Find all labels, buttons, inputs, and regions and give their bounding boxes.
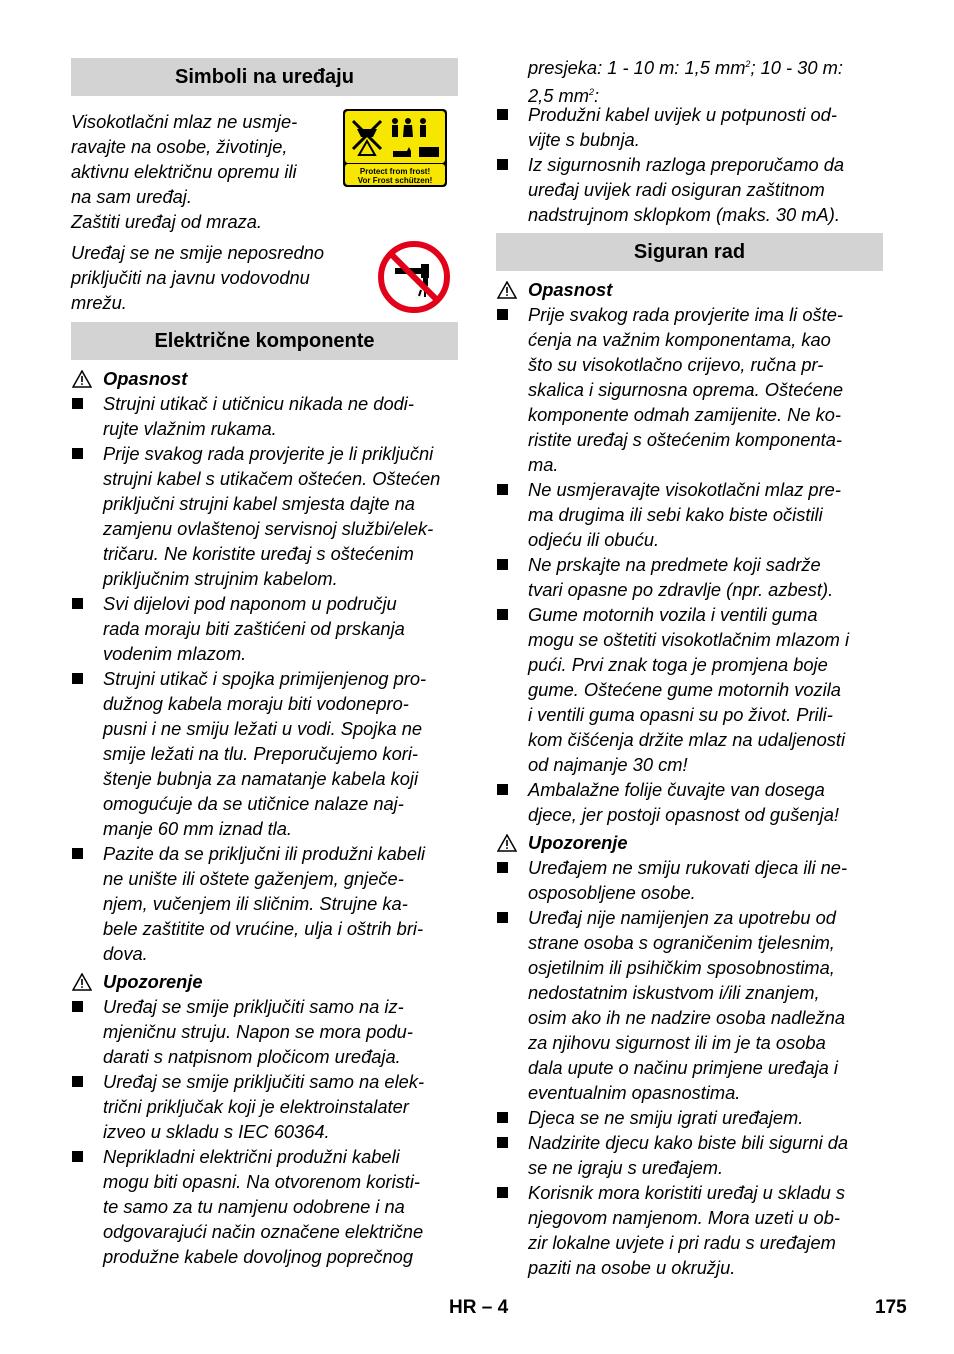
- bullet-square-icon: [72, 848, 83, 859]
- continued-text: presjeka: 1 - 10 m: 1,5 $mm^2$; 10 - 30 m: 2,5 $mm^2$:: [528, 57, 843, 107]
- list-item: Iz sigurnosnih razloga preporučamo da uređaj uvijek radi osiguran zaštitnom nadstrujnom sklopkom (maks. 30 mA).: [496, 152, 883, 227]
- bullet-square-icon: [72, 673, 83, 684]
- bullet-square-icon: [72, 1151, 83, 1162]
- section-heading-safe-work: Siguran rad: [496, 233, 883, 271]
- list-item: Prije svakog rada provjerite je li priključni strujni kabel s utikačem oštećen. Oštećen priključni strujni kabel smjesta dajte na zamjenu ovlaštenoj servisnoj službi/elek- tričaru. Ne koristite uređaj s oštećenim priključnim strujnim kabelom.: [71, 441, 458, 591]
- section-heading-symbols: Simboli na uređaju: [71, 58, 458, 96]
- list-item: Neprikladni električni produžni kabeli mogu biti opasni. Na otvorenom koristi- te samo za tu namjenu odobrene i na odgovarajući način označene električne produžne kabele dovoljnog poprečnog: [71, 1144, 458, 1269]
- list-item: Uređaj nije namijenjen za upotrebu od strane osoba s ograničenim tjelesnim, osjetilnim ili psihičkim sposobnostima, nedostatnim iskustvom i/ili znanjem, osim ako ih ne nadzire osoba nadležna za njihovu sigurnost ili im je ta osoba dala upute o načinu primjene uređaja i eventualnim opasnostima.: [496, 905, 883, 1105]
- no-water-connection-icon: [377, 240, 451, 314]
- bullet-square-icon: [72, 1076, 83, 1087]
- list-item: Nadzirite djecu kako biste bili sigurni da se ne igraju s uređajem.: [496, 1130, 883, 1180]
- bullet-square-icon: [497, 109, 508, 120]
- bullet-square-icon: [497, 309, 508, 320]
- bullet-square-icon: [497, 609, 508, 620]
- list-item: Ambalažne folije čuvajte van dosega djece, jer postoji opasnost od gušenja!: [496, 777, 883, 827]
- bullet-square-icon: [72, 1001, 83, 1012]
- warning-danger-2: Opasnost: [496, 277, 612, 302]
- bullet-square-icon: [497, 1187, 508, 1198]
- bullet-square-icon: [497, 559, 508, 570]
- bullet-square-icon: [497, 912, 508, 923]
- list-item: Uređaj se smije priključiti samo na iz- mjeničnu struju. Napon se mora podu- darati s natpisnom pločicom uređaja.: [71, 994, 458, 1069]
- list-item: Gume motornih vozila i ventili guma mogu se oštetiti visokotlačnim mlazom i pući. Prvi znak toga je promjena boje gume. Oštećene gume motornih vozila i ventili guma opasni su po život. Prili- kom čišćenja držite mlaz na udaljenosti od najmanje 30 cm!: [496, 602, 883, 777]
- list-item: Uređajem ne smiju rukovati djeca ili ne- osposobljene osobe.: [496, 855, 883, 905]
- list-item: Svi dijelovi pod naponom u području rada moraju biti zaštićeni od prskanja vodenim mlazom.: [71, 591, 458, 666]
- label-line-2: Vor Frost schützen!: [357, 176, 433, 185]
- list-item: Korisnik mora koristiti uređaj u skladu s njegovom namjenom. Mora uzeti u ob- zir lokalne uvjete i pri radu s uređajem paziti na osobe u okružju.: [496, 1180, 883, 1280]
- bullet-square-icon: [72, 448, 83, 459]
- list-item: Prije svakog rada provjerite ima li ošte- ćenja na važnim komponentama, kao što su visokotlačno crijevo, ručna pr- skalica i sigurnosna oprema. Oštećene komponente odmah zamijenite. Ne ko- ristite uređaj s oštećenim komponenta- ma.: [496, 302, 883, 477]
- bullet-square-icon: [497, 159, 508, 170]
- list-item: Strujni utikač i spojka primijenjenog pro- dužnog kabela moraju biti vodonepro- pusni i ne smiju ležati u vodi. Spojka ne smije ležati na tlu. Preporučujemo kori- štenje bubnja za namatanje kabela koji omogućuje da se utičnice nalaze naj- manje 60 mm iznad tla.: [71, 666, 458, 841]
- page-number: 175: [875, 1297, 907, 1318]
- symbols-text-1: Visokotlačni mlaz ne usmje- ravajte na osobe, životinje, aktivnu električnu opremu ili na sam uređaj. Zaštiti uređaj od mraza.: [71, 111, 298, 232]
- bullet-square-icon: [72, 598, 83, 609]
- list-item: Djeca se ne smiju igrati uređajem.: [496, 1105, 883, 1130]
- list-item: Ne usmjeravajte visokotlačni mlaz pre- ma drugima ili sebi kako biste očistili odjeću ili obuću.: [496, 477, 883, 552]
- high-pressure-warning-label-icon: [343, 109, 447, 187]
- bullet-square-icon: [497, 1137, 508, 1148]
- bullet-square-icon: [497, 1112, 508, 1123]
- symbols-text-2: Uređaj se ne smije neposredno priključiti na javnu vodovodnu mrežu.: [71, 242, 325, 313]
- warning-danger-1: Opasnost: [71, 366, 187, 391]
- bullet-square-icon: [72, 398, 83, 409]
- bullet-square-icon: [497, 784, 508, 795]
- list-item: Produžni kabel uvijek u potpunosti od- vijte s bubnja.: [496, 102, 883, 152]
- section-heading-electrical: Električne komponente: [71, 322, 458, 360]
- list-item: Uređaj se smije priključiti samo na elek- trični priključak koji je elektroinstalater izveo u skladu s IEC 60364.: [71, 1069, 458, 1144]
- list-item: Pazite da se priključni ili produžni kabeli ne unište ili oštete gaženjem, gnječe- njem, vučenjem ili sličnim. Strujne ka- bele zaštitite od vrućine, ulja i oštrih bri- dova.: [71, 841, 458, 966]
- bullet-square-icon: [497, 862, 508, 873]
- warning-caution-2: Upozorenje: [496, 830, 628, 855]
- label-line-1: Protect from frost!: [359, 167, 431, 176]
- footer-section-code: HR – 4: [449, 1297, 509, 1318]
- list-item: Strujni utikač i utičnicu nikada ne dodi- rujte vlažnim rukama.: [71, 391, 458, 441]
- list-item: Ne prskajte na predmete koji sadrže tvari opasne po zdravlje (npr. azbest).: [496, 552, 883, 602]
- warning-caution-1: Upozorenje: [71, 969, 203, 994]
- bullet-square-icon: [497, 484, 508, 495]
